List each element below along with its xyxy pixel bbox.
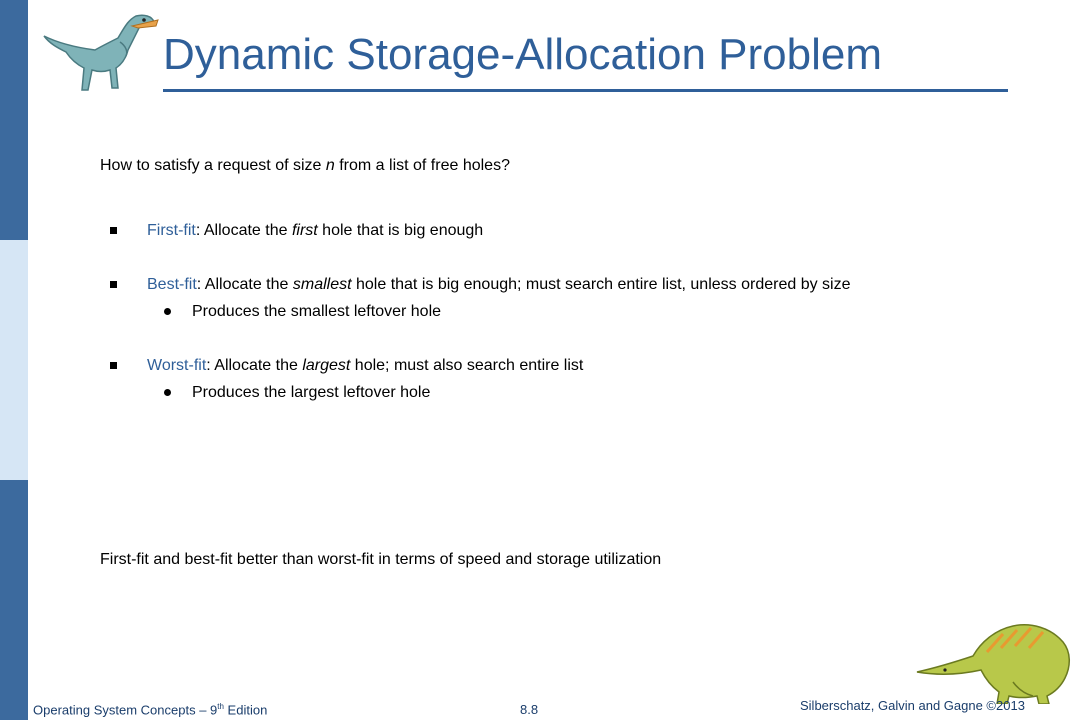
title-underline [163, 89, 1008, 92]
item-text: : Allocate the [195, 222, 292, 239]
footer-text: Edition [223, 702, 268, 718]
footer-copyright: Silberschatz, Galvin and Gagne ©2013 [800, 698, 1025, 713]
conclusion-text: First-fit and best-fit better than worst-fit in terms of speed and storage utilization [100, 551, 662, 568]
bullet-dot-icon [164, 308, 171, 315]
item-emphasis: smallest [292, 276, 352, 293]
intro-text-end: from a list of free holes? [334, 157, 510, 174]
term-worst-fit: Worst-fit [147, 357, 207, 374]
term-first-fit: First-fit [147, 222, 196, 239]
slide-title: Dynamic Storage-Allocation Problem [163, 30, 882, 79]
list-item-best-fit [147, 276, 850, 294]
item-text: hole that is big enough [317, 222, 484, 239]
bullet-square-icon [110, 227, 117, 234]
intro-emphasis: n [325, 157, 335, 174]
bullet-square-icon [110, 362, 117, 369]
footer-book-title [33, 702, 267, 717]
intro-question [100, 157, 510, 175]
item-text: : Allocate the [206, 357, 303, 374]
dinosaur-logo-icon [40, 6, 165, 94]
list-item-worst-fit [147, 357, 583, 375]
slide-number: 8.8 [520, 702, 539, 717]
intro-text: How to satisfy a request of size [100, 157, 326, 174]
sub-item-worst-fit: Produces the largest leftover hole [192, 384, 431, 401]
item-text: : Allocate the [196, 276, 293, 293]
dinosaur-footer-icon [915, 612, 1075, 704]
item-emphasis: largest [302, 357, 351, 374]
sidebar-segment-dark [0, 480, 28, 720]
item-text: hole; must also search entire list [350, 357, 584, 374]
footer-superscript: th [217, 702, 224, 711]
sidebar-segment-dark [0, 0, 28, 240]
term-best-fit: Best-fit [147, 276, 197, 293]
sub-item-best-fit: Produces the smallest leftover hole [192, 303, 442, 320]
footer-text: Operating System Concepts – 9 [33, 702, 218, 718]
sidebar-segment-light [0, 240, 28, 480]
bullet-square-icon [110, 281, 117, 288]
item-emphasis: first [291, 222, 318, 239]
sidebar-stripe [0, 0, 28, 720]
item-text: hole that is big enough; must search entire list, unless ordered by size [351, 276, 851, 293]
bullet-dot-icon [164, 389, 171, 396]
list-item-first-fit [147, 222, 483, 240]
